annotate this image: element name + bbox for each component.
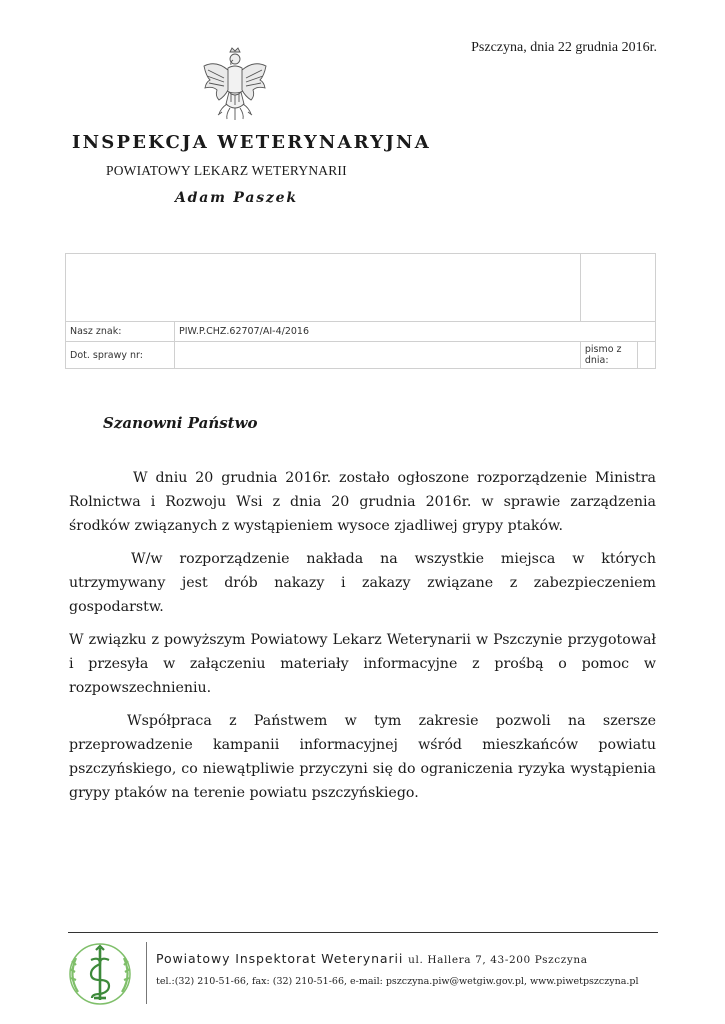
sender-address-box	[66, 254, 581, 322]
institution-name: INSPEKCJA WETERYNARYJNA	[72, 132, 431, 153]
recipient-address-box	[580, 254, 655, 322]
footer-divider	[68, 932, 658, 933]
paragraph: Współpraca z Państwem w tym zakresie pozwoli na szersze przeprowadzenie kampanii informacyjnej wśród mieszkańców powiatu pszczyńskiego, co niewątpliwie przyczyni się do ograniczenia ryzyka wystąpienia grypy ptaków na terenie powiatu pszczyńskiego.	[69, 713, 656, 801]
our-ref-row	[66, 322, 656, 342]
footer-office-line	[156, 951, 588, 966]
letter-date-value	[637, 342, 655, 369]
footer-separator	[146, 942, 147, 1004]
salutation: Szanowni Państwo	[103, 414, 258, 432]
footer-contact: tel.:(32) 210-51-66, fax: (32) 210-51-66, e-mail: pszczyna.piw@wetgiw.gov.pl, www.piwetpszczyna.pl	[156, 976, 639, 987]
polish-eagle-emblem-icon	[200, 46, 270, 122]
officer-name: Adam Paszek	[175, 190, 298, 206]
case-ref-value	[175, 342, 581, 369]
paragraph: W/w rozporządzenie nakłada na wszystkie miejsca w których utrzymywany jest drób nakazy i zakazy związane z zabezpieczeniem gospodarstw.	[69, 551, 656, 615]
office-subtitle: POWIATOWY LEKARZ WETERYNARII	[106, 163, 347, 178]
our-ref-value: PIW.P.CHZ.62707/AI-4/2016	[175, 322, 656, 342]
our-ref-label: Nasz znak:	[66, 322, 175, 342]
case-ref-row	[66, 342, 656, 369]
paragraph: W związku z powyższym Powiatowy Lekarz Weterynarii w Pszczynie przygotował i przesyła w załączeniu materiały informacyjne z prośbą o pomoc w rozpowszechnieniu.	[69, 632, 656, 696]
paragraph: W dniu 20 grudnia 2016r. zostało ogłoszone rozporządzenie Ministra Rolnictwa i Rozwoju Wsi z dnia 20 grudnia 2016r. w sprawie zarządzenia środków związanych z wystąpieniem wysoce zjadliwej grypy ptaków.	[69, 470, 656, 534]
address-row	[66, 254, 656, 322]
letter-date-label: pismo z dnia:	[580, 342, 637, 369]
letter-date: Pszczyna, dnia 22 grudnia 2016r.	[471, 40, 657, 55]
letter-body	[69, 466, 656, 814]
case-ref-label: Dot. sprawy nr:	[66, 342, 175, 369]
footer-address: ul. Hallera 7, 43-200 Pszczyna	[408, 954, 588, 966]
veterinary-inspection-logo-icon	[66, 940, 134, 1008]
reference-table	[65, 253, 656, 369]
footer-office-name: Powiatowy Inspektorat Weterynarii	[156, 951, 404, 966]
